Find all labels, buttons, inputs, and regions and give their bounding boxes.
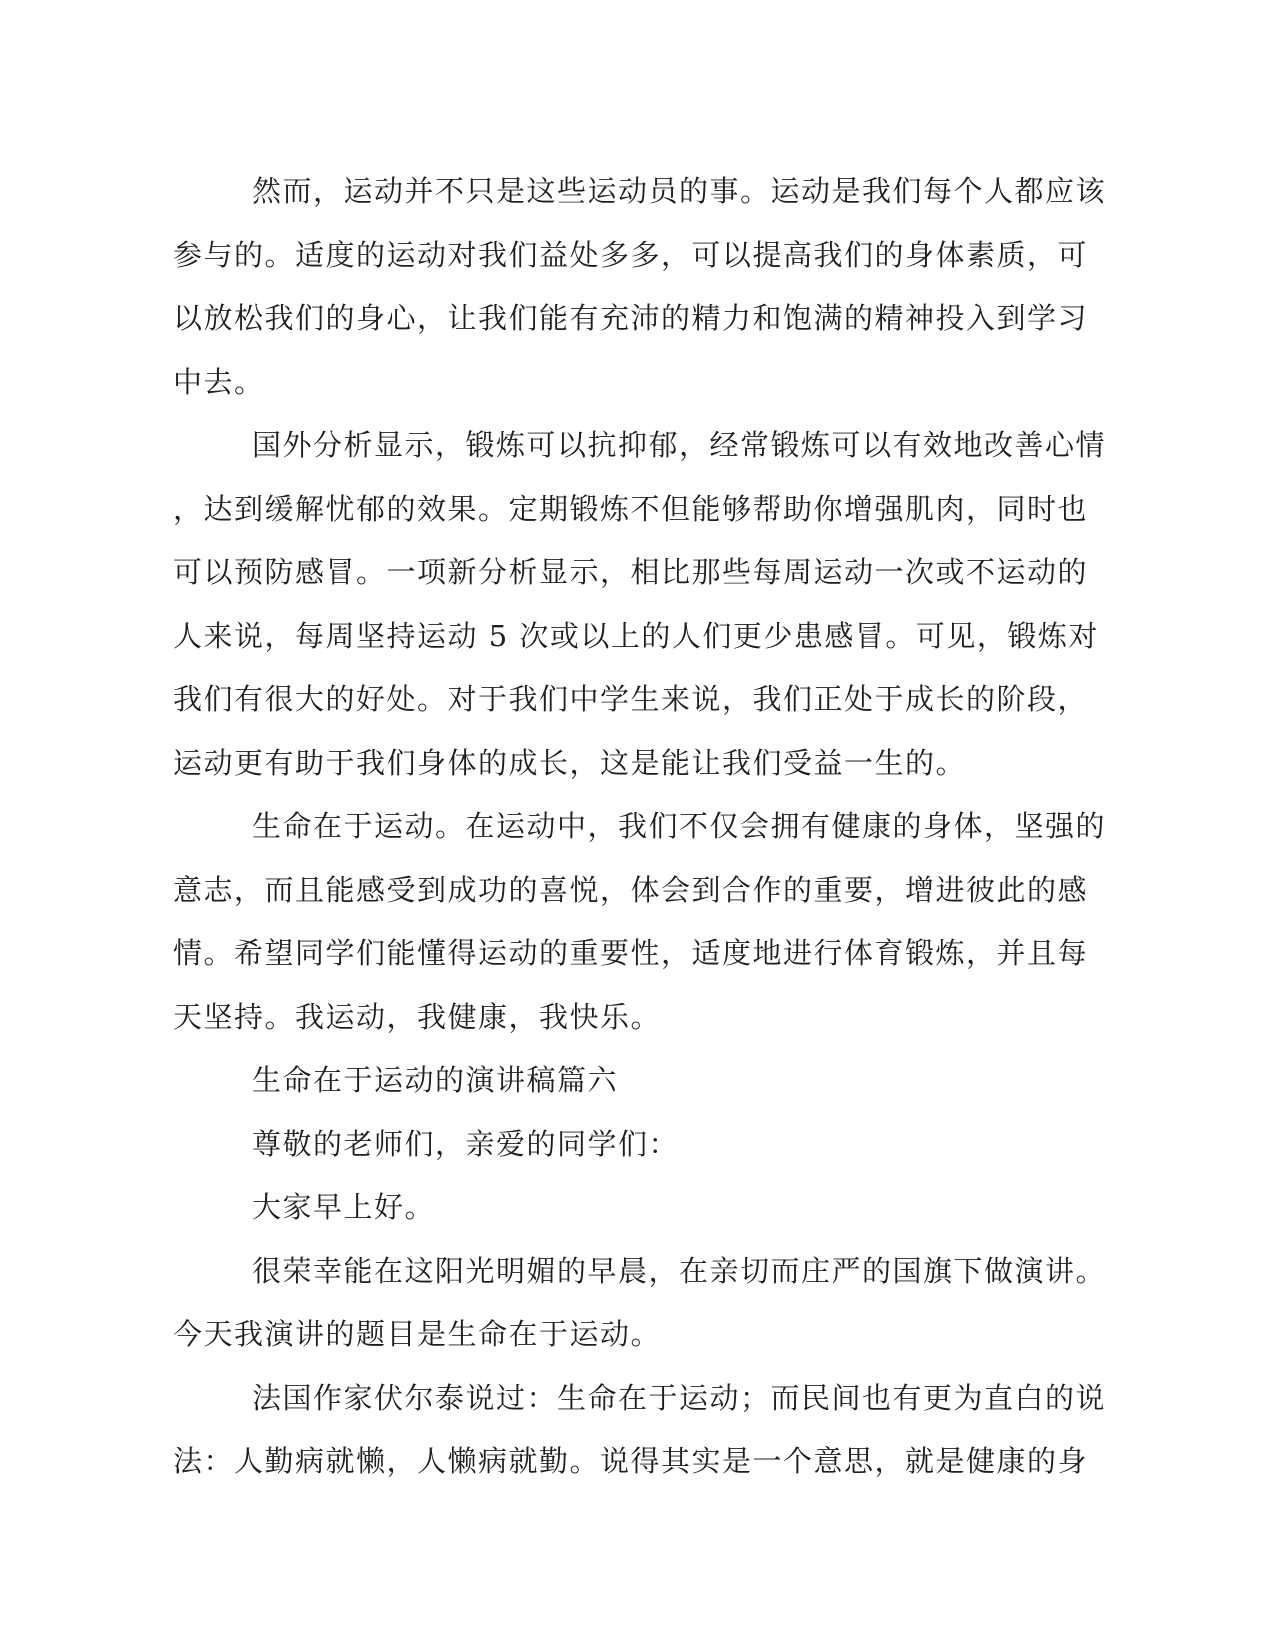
text-line: 今天我演讲的题目是生命在于运动。 bbox=[173, 1317, 662, 1351]
text-line: 生命在于运动。在运动中，我们不仅会拥有健康的身体，坚强的 bbox=[252, 809, 1107, 843]
text-line: 人来说，每周坚持运动 5 次或以上的人们更少患感冒。可见，锻炼对 bbox=[173, 618, 1099, 653]
text-line: 法：人勤病就懒，人懒病就勤。说得其实是一个意思，就是健康的身 bbox=[173, 1444, 1089, 1478]
text-line: 参与的。适度的运动对我们益处多多，可以提高我们的身体素质，可 bbox=[173, 237, 1089, 272]
text-line: 可以预防感冒。一项新分析显示，相比那些每周运动一次或不运动的 bbox=[173, 555, 1089, 589]
text-line: 尊敬的老师们，亲爱的同学们： bbox=[252, 1126, 680, 1161]
text-line: 然而，运动并不只是这些运动员的事。运动是我们每个人都应该 bbox=[252, 174, 1107, 208]
text-line: 运动更有助于我们身体的成长，这是能让我们受益一生的。 bbox=[173, 745, 967, 780]
text-line: 以放松我们的身心，让我们能有充沛的精力和饱满的精神投入到学习 bbox=[173, 301, 1089, 335]
text-line: ，达到缓解忧郁的效果。定期锻炼不但能够帮助你增强肌肉，同时也 bbox=[173, 491, 1089, 526]
text-line: 天坚持。我运动，我健康，我快乐。 bbox=[173, 999, 662, 1034]
text-line: 意志，而且能感受到成功的喜悦，体会到合作的重要，增进彼此的感 bbox=[173, 872, 1089, 907]
text-line: 情。希望同学们能懂得运动的重要性，适度地进行体育锻炼，并且每 bbox=[173, 936, 1089, 970]
text-line: 我们有很大的好处。对于我们中学生来说，我们正处于成长的阶段， bbox=[173, 682, 1089, 716]
text-line: 法国作家伏尔泰说过：生命在于运动；而民间也有更为直白的说 bbox=[252, 1380, 1107, 1415]
text-line: 生命在于运动的演讲稿篇六 bbox=[252, 1063, 619, 1097]
document-body-text bbox=[173, 160, 1107, 1494]
text-line: 国外分析显示，锻炼可以抗抑郁，经常锻炼可以有效地改善心情 bbox=[252, 428, 1107, 462]
text-line: 中去。 bbox=[173, 364, 265, 399]
text-line: 很荣幸能在这阳光明媚的早晨，在亲切而庄严的国旗下做演讲。 bbox=[252, 1253, 1107, 1288]
text-line: 大家早上好。 bbox=[252, 1190, 436, 1224]
